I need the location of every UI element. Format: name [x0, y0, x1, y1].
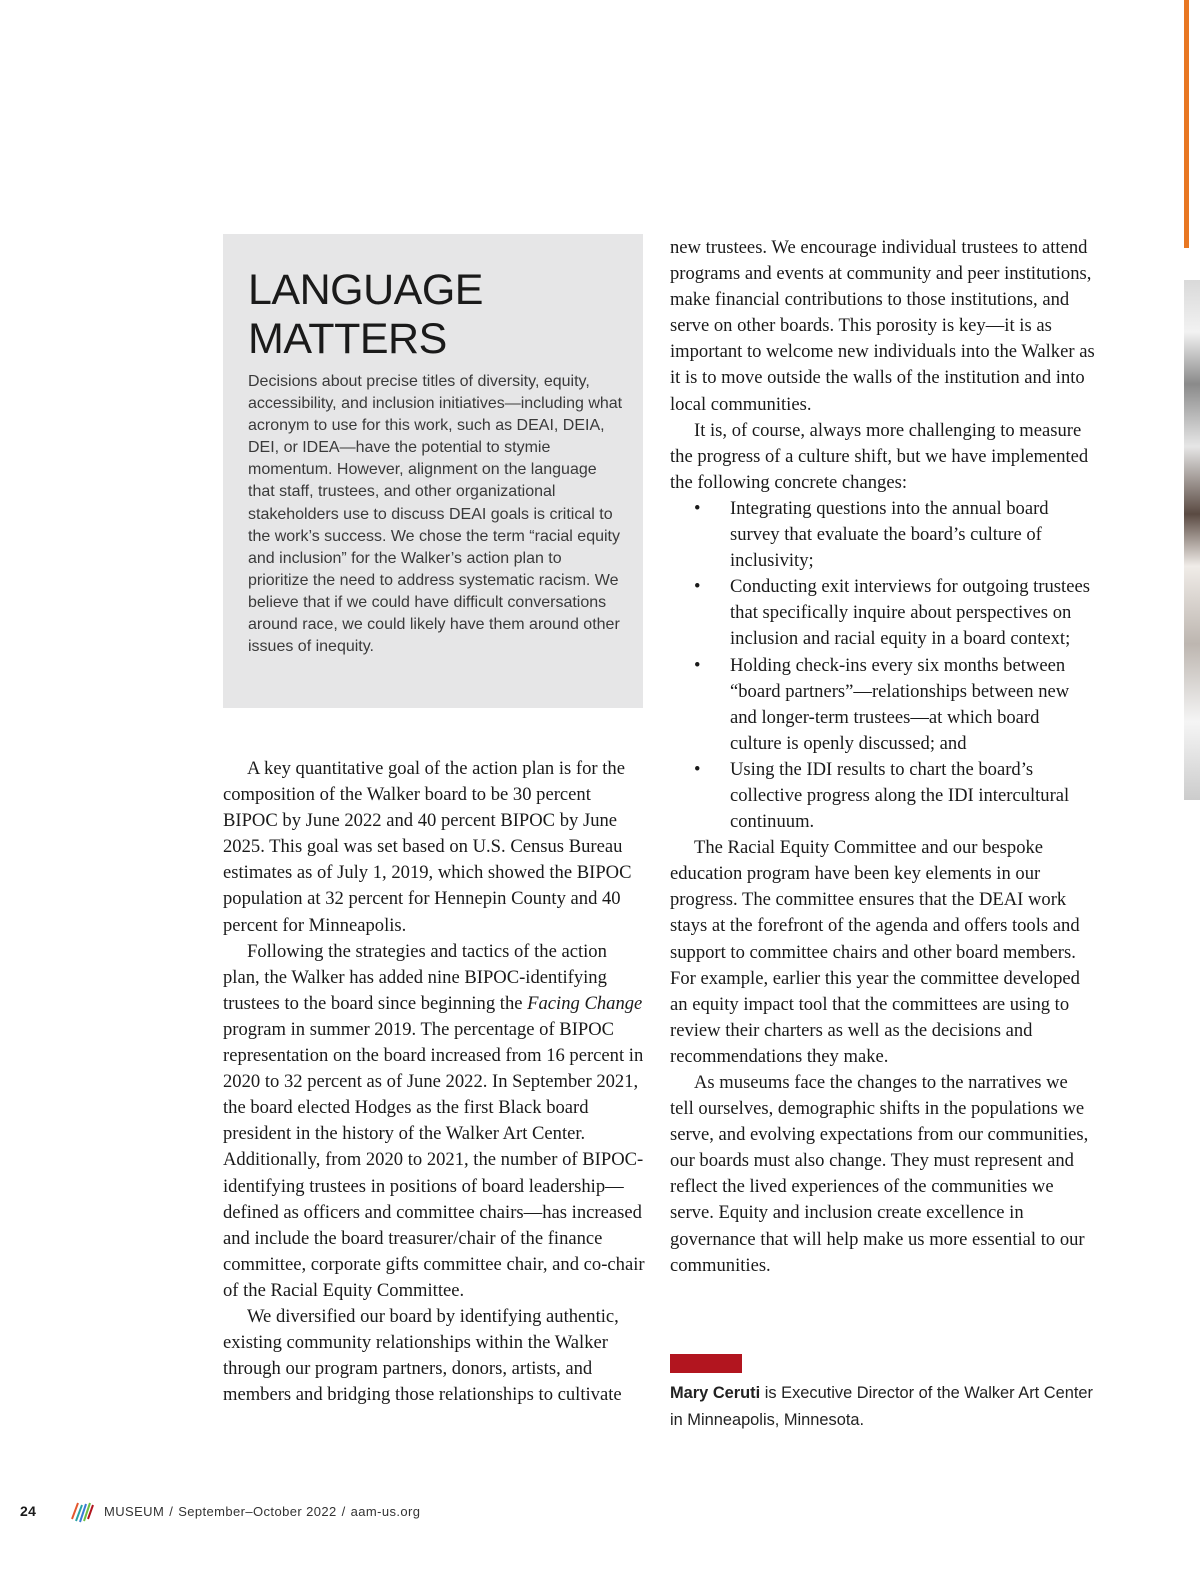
facing-page-orange-edge [1184, 0, 1189, 248]
footer-separator: / [169, 1503, 174, 1519]
right-paragraph-4: As museums face the changes to the narratives we tell ourselves, demographic shifts in the populations we serve, and evolving expectations from our communities, our boards must also change. They must represent and reflect the lived experiences of the communities we serve. Equity and inclusion create excellence in governance that will help make us more essential to our communities. [670, 1072, 1089, 1276]
sidebar-title-line-2: MATTERS [248, 315, 447, 363]
bullet-icon: • [694, 497, 701, 519]
list-item-text: Conducting exit interviews for outgoing trustees that specifically inquire about perspectives on inclusion and racial equity in a board context; [730, 576, 1090, 650]
left-paragraph-3: We diversified our board by identifying authentic, existing community relationships within the Walker through our program partners, donors, artists, and members and bridging those relationships to cultivate [223, 1305, 622, 1406]
list-item-text: Holding check-ins every six months between “board partners”—relationships between new and longer-term trustees—at which board culture is openly discussed; and [730, 654, 1070, 754]
sidebar-title-line-1: LANGUAGE [248, 266, 483, 314]
left-paragraph-2 [223, 939, 648, 1304]
right-paragraph-1: new trustees. We encourage individual trustees to attend programs and events at community and peer institutions, make financial contributions to those institutions, and serve on other boards. This porosity is key—it is as important to welcome new individuals into the Walker as it is to move outside the walls of the institution and into local communities. [670, 237, 1095, 415]
list-item-text: Integrating questions into the annual board survey that evaluate the board’s culture of inclusivity; [730, 497, 1049, 572]
sidebar-body: Decisions about precise titles of diversity, equity, accessibility, and inclusion initiatives—including what acronym to use for this work, such as DEAI, DEIA, DEI, or IDEA—have the potential to stymie momentum. However, alignment on the language that staff, trustees, and other organizational stakeholders use to discuss DEAI goals is critical to the work’s success. We chose the term “racial equity and inclusion” for the Walker’s action plan to prioritize the need to address systematic racism. We believe that if we could have difficult conversations around race, we could likely have them around other issues of inequity. [248, 373, 623, 656]
footer-separator: / [341, 1503, 346, 1519]
page-number: 24 [20, 1503, 37, 1519]
website-link[interactable]: aam-us.org [350, 1503, 421, 1519]
aam-logo-icon [68, 1497, 96, 1525]
page-footer [20, 1497, 420, 1525]
left-column [223, 756, 648, 1408]
list-item-text: Using the IDI results to chart the board’s collective progress along the IDI intercultural continuum. [730, 758, 1070, 833]
left-paragraph-2-start: Following the strategies and tactics of the action plan, the Walker has added nine BIPOC-identifying trustees to the board since beginning the [223, 940, 607, 1014]
author-bio-text: is Executive Director of the Walker Art Center in Minneapolis, Minnesota. [670, 1384, 1093, 1429]
author-bio [670, 1380, 1100, 1434]
list-item [670, 757, 1095, 835]
left-paragraph-1: A key quantitative goal of the action plan is for the composition of the Walker board to be 30 percent BIPOC by June 2022 and 40 percent BIPOC by June 2025. This goal was set based on U.S. Census Bureau estimates as of July 1, 2019, which showed the BIPOC population at 32 percent for Hennepin County and 40 percent for Minneapolis. [223, 758, 632, 936]
list-item [670, 653, 1095, 757]
language-matters-sidebar [223, 234, 643, 708]
facing-page-photo-edge [1184, 280, 1200, 800]
author-accent-bar [670, 1354, 742, 1373]
magazine-name: MUSEUM [104, 1503, 165, 1519]
right-paragraph-2: It is, of course, always more challenging to measure the progress of a culture shift, but we have implemented the following concrete changes: [670, 419, 1089, 493]
list-item [670, 496, 1095, 574]
left-paragraph-2-end: program in summer 2019. The percentage of BIPOC representation on the board increased from 16 percent in 2020 to 32 percent as of June 2022. In September 2021, the board elected Hodges as the first Black board president in the history of the Walker Art Center. Additionally, from 2020 to 2021, the number of BIPOC-identifying trustees in positions of board leadership—defined as officers and committee chairs—has increased and include the board treasurer/chair of the finance committee, corporate gifts committee chair, and co-chair of the Racial Equity Committee. [223, 1018, 645, 1301]
sidebar-title [248, 266, 628, 364]
bullet-icon: • [694, 654, 701, 676]
list-item [670, 574, 1095, 652]
author-name: Mary Ceruti [670, 1384, 761, 1402]
program-name: Facing Change [527, 992, 643, 1014]
bullet-icon: • [694, 758, 701, 780]
bullet-icon: • [694, 576, 701, 598]
changes-list [670, 496, 1095, 835]
right-column [670, 235, 1095, 1279]
right-paragraph-3: The Racial Equity Committee and our bespoke education program have been key elements in our progress. The committee ensures that the DEAI work stays at the forefront of the agenda and offers tools and support to committee chairs and other board members. For example, earlier this year the committee developed an equity impact tool that the committees are using to review their charters as well as the decisions and recommendations they make. [670, 837, 1080, 1067]
issue-date: September–October 2022 [178, 1503, 337, 1519]
